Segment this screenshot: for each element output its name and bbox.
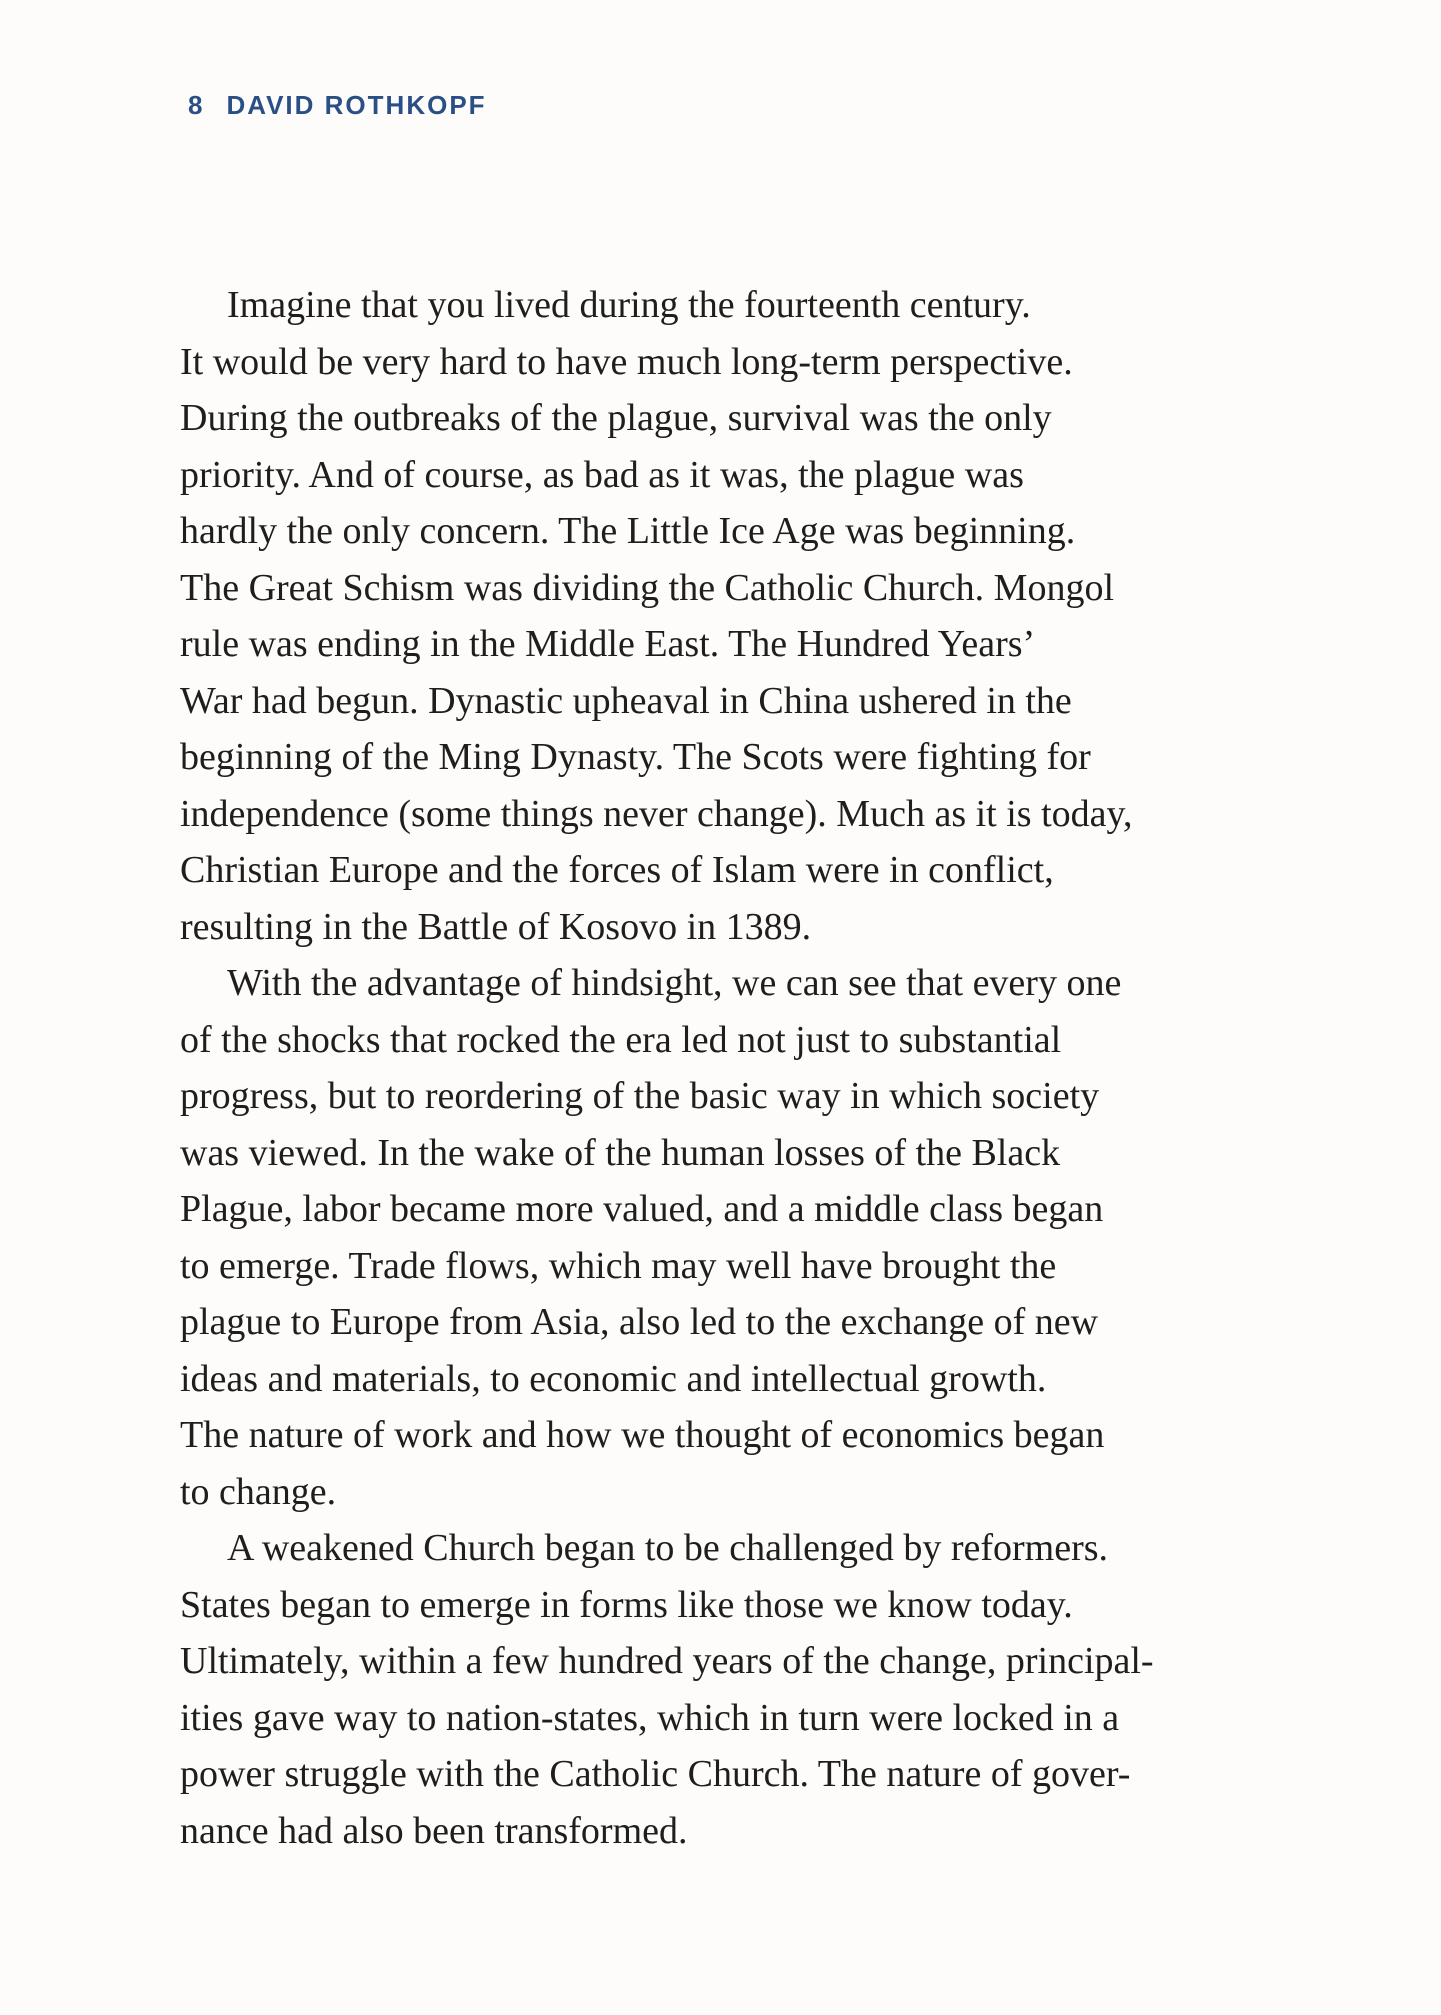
text-line: beginning of the Ming Dynasty. The Scots were fighting for bbox=[180, 736, 1091, 778]
text-line: States began to emerge in forms like those we know today. bbox=[180, 1583, 1073, 1626]
text-line: of the shocks that rocked the era led not just to substantial bbox=[180, 1018, 1062, 1061]
text-line: It would be very hard to have much long-term perspective. bbox=[180, 340, 1073, 383]
text-line: Imagine that you lived during the fourteenth century. bbox=[227, 284, 1031, 326]
text-line: resulting in the Battle of Kosovo in 1389. bbox=[180, 905, 812, 948]
text-line: nance had also been transformed. bbox=[180, 1809, 688, 1852]
body-text bbox=[180, 277, 1290, 1859]
text-line: was viewed. In the wake of the human losses of the Black bbox=[180, 1131, 1061, 1174]
author-name: DAVID ROTHKOPF bbox=[226, 90, 487, 120]
text-line: to change. bbox=[180, 1470, 337, 1513]
text-line: Plague, labor became more valued, and a middle class began bbox=[180, 1188, 1104, 1230]
text-line: War had begun. Dynastic upheaval in China ushered in the bbox=[180, 679, 1072, 722]
text-line: progress, but to reordering of the basic way in which society bbox=[180, 1075, 1100, 1117]
text-line: Ultimately, within a few hundred years of the change, principal- bbox=[180, 1640, 1154, 1682]
text-line: rule was ending in the Middle East. The Hundred Years’ bbox=[180, 623, 1036, 665]
text-line: priority. And of course, as bad as it was, the plague was bbox=[180, 453, 1024, 496]
text-line: With the advantage of hindsight, we can see that every one bbox=[227, 962, 1122, 1004]
text-line: The nature of work and how we thought of economics began bbox=[180, 1414, 1105, 1456]
paragraph-1 bbox=[180, 277, 1290, 955]
text-line: ities gave way to nation-states, which in turn were locked in a bbox=[180, 1696, 1120, 1739]
page-number: 8 bbox=[188, 90, 205, 120]
text-line: The Great Schism was dividing the Catholic Church. Mongol bbox=[180, 566, 1115, 609]
running-head bbox=[188, 90, 487, 121]
text-line: to emerge. Trade flows, which may well have brought the bbox=[180, 1244, 1057, 1287]
text-line: ideas and materials, to economic and intellectual growth. bbox=[180, 1357, 1047, 1400]
text-line: A weakened Church began to be challenged by reformers. bbox=[227, 1527, 1109, 1569]
text-line: During the outbreaks of the plague, survival was the only bbox=[180, 397, 1052, 439]
text-line: hardly the only concern. The Little Ice Age was beginning. bbox=[180, 510, 1076, 552]
text-line: Christian Europe and the forces of Islam were in conflict, bbox=[180, 849, 1054, 891]
paragraph-3 bbox=[180, 1520, 1290, 1859]
text-line: power struggle with the Catholic Church. The nature of gover- bbox=[180, 1753, 1131, 1795]
paragraph-2 bbox=[180, 955, 1290, 1520]
text-line: plague to Europe from Asia, also led to the exchange of new bbox=[180, 1301, 1099, 1343]
text-line: independence (some things never change). Much as it is today, bbox=[180, 792, 1133, 835]
